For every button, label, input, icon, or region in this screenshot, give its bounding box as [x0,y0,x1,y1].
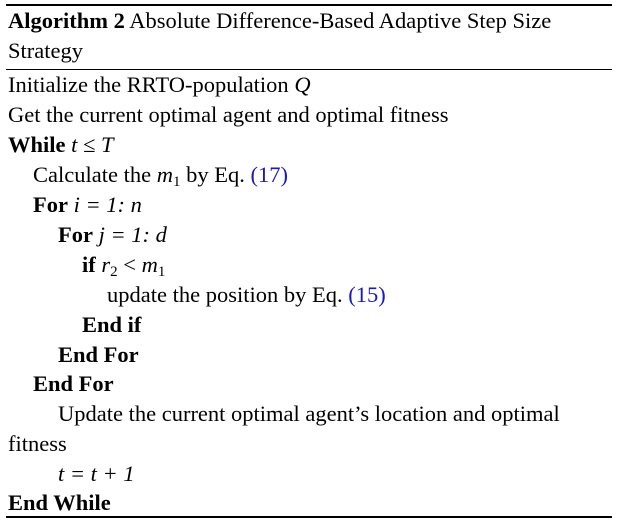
line-update-optimal [58,399,560,429]
end-for-i-keyword: End For [33,371,114,396]
while-condition: t ≤ T [71,132,114,157]
init-var: Q [294,72,311,97]
line-get-optimal [8,100,449,130]
line-for-j [58,220,167,250]
calc-by: by Eq. [186,162,245,187]
if-m-sub: 1 [157,264,166,280]
eq-15-link[interactable]: (15) [348,282,386,307]
for-i-keyword: For [33,192,68,217]
end-for-j-keyword: End For [58,342,139,367]
update-opt-text: Update the current optimal agent’s location and optimal [58,401,560,426]
line-for-i [33,190,142,220]
for-j-keyword: For [58,222,93,247]
update-pos-text: update the position by Eq. [107,282,343,307]
line-update-position [107,280,386,310]
caption-label: Algorithm 2 [8,8,125,33]
if-keyword: if [82,252,96,277]
calc-text: Calculate the [33,162,152,187]
if-m-var: m [141,252,158,277]
for-j-condition: j = 1: d [98,222,167,247]
if-r-sub: 2 [110,264,118,280]
line-end-while [8,488,111,518]
caption-title: Absolute Difference-Based Adaptive Step Size [129,8,552,33]
update-opt-text-cont: fitness [8,431,67,456]
caption-line-2 [8,36,83,66]
end-if-keyword: End if [82,312,142,337]
line-if [82,250,165,280]
init-text: Initialize the RRTO-population [8,72,289,97]
line-t-increment [58,459,135,489]
if-r-var: r [101,252,111,277]
get-optimal-text: Get the current optimal agent and optimal fitness [8,102,449,127]
line-calculate [33,160,288,190]
calc-sub: 1 [172,174,181,190]
line-end-for-i [33,369,114,399]
if-lt: < [123,252,136,277]
line-end-if [82,310,141,340]
caption-title-cont: Strategy [8,38,83,63]
bottom-rule [6,516,612,518]
for-i-condition: i = 1: n [73,192,142,217]
end-while-keyword: End While [8,490,111,515]
line-while [8,130,114,160]
line-init [8,70,311,100]
eq-17-link[interactable]: (17) [250,162,288,187]
caption-line-1 [8,6,551,36]
while-keyword: While [8,132,66,157]
t-increment: t = t + 1 [58,461,135,486]
line-update-optimal-cont [8,429,67,459]
calc-var: m [156,162,173,187]
line-end-for-j [58,340,139,370]
